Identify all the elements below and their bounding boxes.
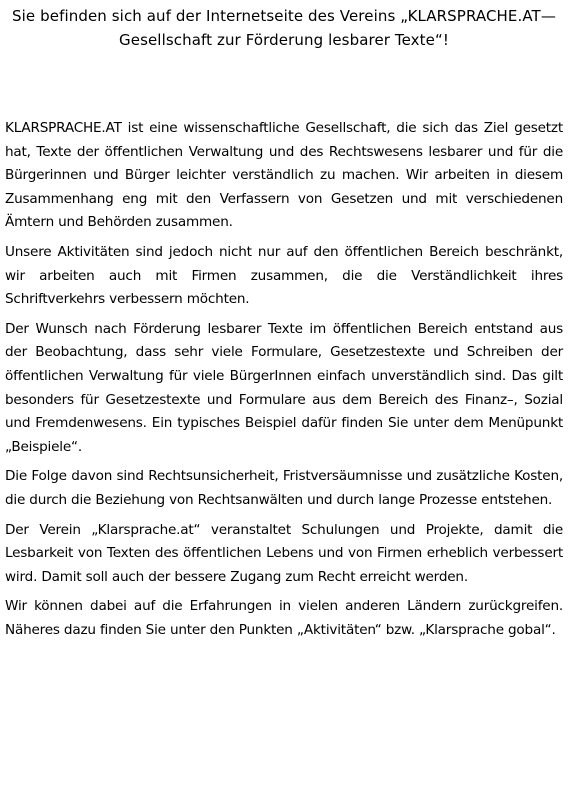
paragraph-motivation: Der Wunsch nach Förderung lesbarer Texte im öffentlichen Bereich entstand aus der Beobachtung, dass sehr viele Formulare, Gesetzestexte und Schreiben der öffentlichen Verwaltung für viele BürgerInnen einfach unverständlich sind. Das gilt besonders für Gesetzestexte und Formulare aus dem Bereich des Finanz–, Sozial und Fremdenwesens. Ein typisches Beispiel dafür finden Sie unter dem Menüpunkt „Beispiele“.	[5, 320, 563, 455]
intro-text	[5, 117, 563, 648]
paragraph-about: KLARSPRACHE.AT ist eine wissenschaftliche Gesellschaft, die sich das Ziel gesetzt hat, Texte der öffentlichen Verwaltung und des Rechtswesens lesbarer und für die Bürgerinnen und Bürger leichter verständlich zu machen. Wir arbeiten in diesem Zusammenhang eng mit den Verfassern von Gesetzen und mit verschiedenen Ämtern und Behörden zusammen.	[5, 120, 563, 231]
page-heading: Sie befinden sich auf der Internetseite des Vereins „KLARSPRACHE.AT— Gesellschaft zur Förderung lesbarer Texte“!	[12, 7, 556, 49]
paragraph-consequences: Die Folge davon sind Rechtsunsicherheit, Fristversäumnisse und zusätzliche Kosten, die durch die Beziehung von Rechtsanwälten und durch lange Prozesse entstehen.	[5, 468, 563, 508]
paragraph-companies: Unsere Aktivitäten sind jedoch nicht nur auf den öffentlichen Bereich beschränkt, wir arbeiten auch mit Firmen zusammen, die die Verständlichkeit ihres Schriftverkehrs verbessern möchten.	[5, 243, 563, 308]
paragraph-experience: Wir können dabei auf die Erfahrungen in vielen anderen Ländern zurückgreifen. Näheres dazu finden Sie unter den Punkten „Aktivitäten“ bzw. „Klarsprache gobal“.	[5, 598, 563, 638]
paragraph-association: Der Verein „Klarsprache.at“ veranstaltet Schulungen und Projekte, damit die Lesbarkeit von Texten des öffentlichen Lebens und von Firmen erheblich verbessert wird. Damit soll auch der bessere Zugang zum Recht erreicht werden.	[5, 521, 563, 585]
